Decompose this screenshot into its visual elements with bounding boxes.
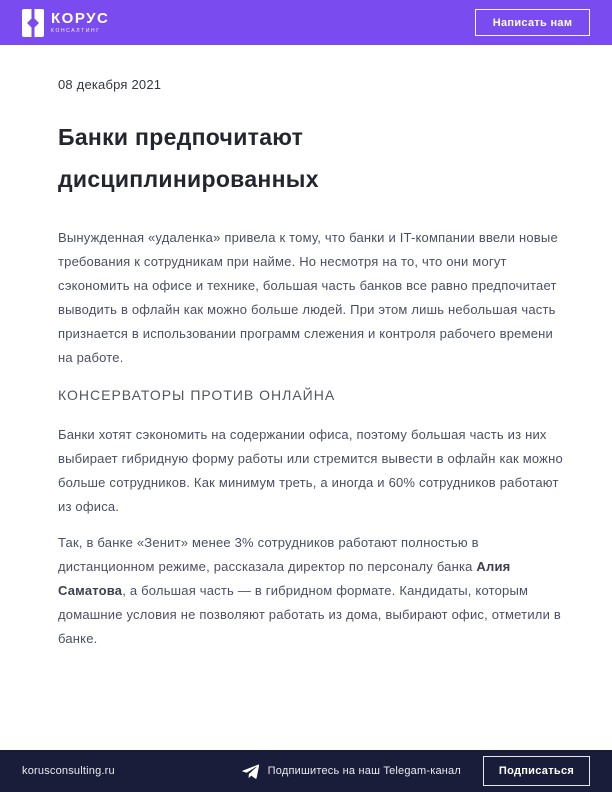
article-title: Банки предпочитают дисциплинированных xyxy=(58,124,319,192)
site-header xyxy=(0,0,612,45)
site-footer xyxy=(0,750,612,792)
article-paragraph-3 xyxy=(58,531,566,651)
telegram-plane-icon xyxy=(242,764,259,779)
paragraph-3-text-after: , а большая часть — в гибридном формате. Кандидаты, которым домашние условия не позволяют работать из дома, выбирают офис, отметили в банке. xyxy=(58,583,561,646)
paragraph-3-text: Так, в банке «Зенит» менее 3% сотрудников работают полностью в дистанционном режиме, рассказала директор по персоналу банка xyxy=(58,535,479,574)
korus-logo-icon xyxy=(22,9,44,37)
logo-title: КОРУС xyxy=(51,10,110,27)
logo-subtitle: КОНСАЛТИНГ xyxy=(51,28,101,34)
article-paragraph-2: Банки хотят сэкономить на содержании офиса, поэтому большая часть из них выбирает гибридную форму работы или стремится вывести в офлайн как можно больше сотрудников. Как минимум треть, а иногда и 60% сотрудников работают из офиса. xyxy=(58,427,563,514)
site-url-link[interactable]: korusconsulting.ru xyxy=(22,765,115,777)
subscribe-button[interactable]: Подписаться xyxy=(483,756,590,786)
korus-logo-text xyxy=(51,11,109,34)
contact-us-button[interactable]: Написать нам xyxy=(475,9,590,36)
article-intro-paragraph: Вынужденная «удаленка» привела к тому, что банки и IT-компании ввели новые требования к сотрудникам при найме. Но несмотря на то, что они могут сэкономить на офисе и технике, большая часть банков все равно предпочитает выводить в офлайн как можно больше людей. При этом лишь небольшая часть признается в использовании программ слежения и контроля рабочего времени на работе. xyxy=(58,230,558,365)
article-date: 08 декабря 2021 xyxy=(58,77,162,92)
telegram-channel-label: Подпишитесь на наш Telegam-канал xyxy=(267,765,461,777)
person-name: Алия Саматова xyxy=(58,559,511,598)
telegram-promo xyxy=(242,764,461,779)
section-heading: КОНСЕРВАТОРЫ ПРОТИВ ОНЛАЙНА xyxy=(58,387,336,403)
korus-logo[interactable] xyxy=(22,9,109,37)
